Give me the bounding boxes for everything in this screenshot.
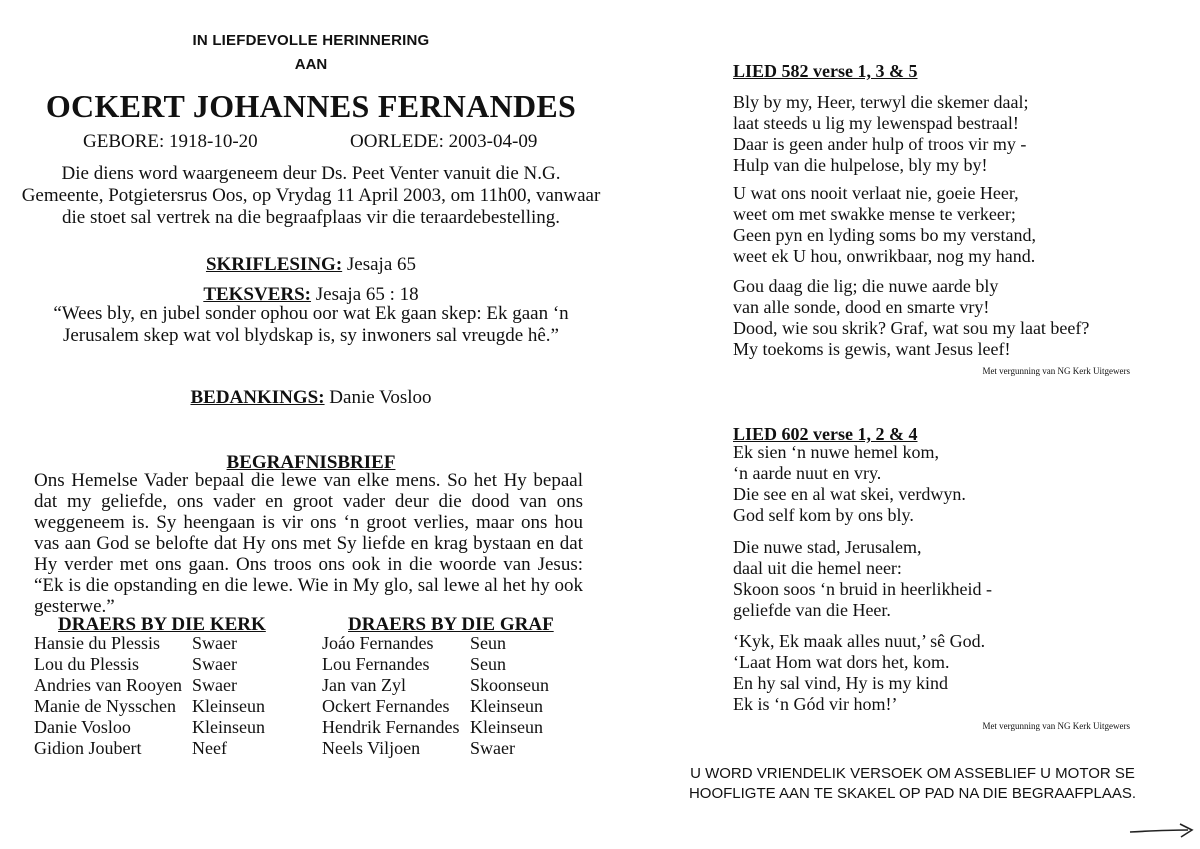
teksvers-value: Jesaja 65 : 18 — [315, 284, 419, 305]
bearer-relation: Seun — [470, 654, 506, 674]
list-item — [322, 654, 562, 675]
bearer-name: Hendrik Fernandes — [322, 717, 460, 737]
teksvers-quote: “Wees bly, en jubel sonder ophou oor wat Ek gaan skep: Ek gaan ‘n Jerusalem skep wat vol blydskap is, sy inwoners sal vreugde hê.” — [53, 303, 569, 346]
bearer-name: Hansie du Plessis — [34, 633, 160, 653]
lyric-line: Skoon soos ‘n bruid in heerlikheid - — [733, 579, 992, 599]
lyric-line: laat steeds u lig my lewenspad bestraal! — [733, 113, 1019, 133]
lyric-line: Die see en al wat skei, verdwyn. — [733, 484, 966, 504]
lyric-line: En hy sal vind, Hy is my kind — [733, 673, 948, 693]
bedankings-label: BEDANKINGS: — [190, 387, 325, 408]
hymn-582-stanza-3 — [733, 276, 1089, 360]
lyric-line: Dood, wie sou skrik? Graf, wat sou my laat beef? — [733, 318, 1090, 338]
pretitle-line1: IN LIEFDEVOLLE HERINNERING — [192, 32, 430, 49]
bearer-name: Andries van Rooyen — [34, 675, 182, 695]
bearer-relation: Kleinseun — [192, 717, 265, 737]
lyric-line: weet ek U hou, onwrikbaar, nog my hand. — [733, 246, 1036, 266]
draers-kerk-list — [34, 633, 284, 759]
hymn-602-stanza-1 — [733, 442, 966, 526]
lyric-line: Ek is ‘n Gód vir hom!’ — [733, 694, 898, 714]
lyric-line: Gou daag die lig; die nuwe aarde bly — [733, 276, 999, 296]
bearer-name: Manie de Nysschen — [34, 696, 176, 716]
lyric-line: geliefde van die Heer. — [733, 600, 891, 620]
bearer-relation: Seun — [470, 633, 506, 653]
list-item — [322, 675, 562, 696]
bearer-name: Neels Viljoen — [322, 738, 421, 758]
list-item — [322, 738, 562, 759]
arrow-right-icon — [1128, 819, 1198, 843]
lyric-line: Die nuwe stad, Jerusalem, — [733, 537, 922, 557]
begrafnisbrief-text: Ons Hemelse Vader bepaal die lewe van elke mens. So het Hy bepaal dat my geliefde, ons vader en groot vader deur die dood van ons weggeneem is. Sy heengaan is vir ons ‘n groot verlies, maar ons hou vas aan God se belofte dat Hy ons met Sy liefde en krag bystaan en dat Hy verder met ons gaan. Ons troos ons ook in die woorde van Jesus: “Ek is die opstanding en die lewe. Wie in My glo, sal lewe al het hy ook gesterwe.” — [34, 470, 583, 617]
bearer-relation: Kleinseun — [470, 696, 543, 716]
bearer-name: Joáo Fernandes — [322, 633, 434, 653]
lyric-line: God self kom by ons bly. — [733, 505, 914, 525]
bearer-relation: Swaer — [192, 633, 237, 653]
list-item — [34, 738, 284, 759]
lyric-line: van alle sonde, dood en smarte vry! — [733, 297, 990, 317]
bearer-name: Ockert Fernandes — [322, 696, 450, 716]
list-item — [322, 696, 562, 717]
skriflesing-line — [0, 254, 622, 276]
lyric-line: U wat ons nooit verlaat nie, goeie Heer, — [733, 183, 1019, 203]
lyric-line: ‘Laat Hom wat dors het, kom. — [733, 652, 950, 672]
list-item — [322, 717, 562, 738]
bearer-relation: Neef — [192, 738, 227, 758]
lyric-line: ‘Kyk, Ek maak alles nuut,’ sê God. — [733, 631, 986, 651]
hymn-602-stanza-2 — [733, 537, 992, 621]
draers-graf-list — [322, 633, 562, 759]
lyric-line: ‘n aarde nuut en vry. — [733, 463, 882, 483]
notice-line: U WORD VRIENDELIK VERSOEK OM ASSEBLIEF U MOTOR SE — [690, 765, 1135, 782]
bearer-relation: Swaer — [192, 654, 237, 674]
list-item — [34, 675, 284, 696]
list-item — [322, 633, 562, 654]
lyric-line: Ek sien ‘n nuwe hemel kom, — [733, 442, 939, 462]
deceased-name: OCKERT JOHANNES FERNANDES — [45, 88, 577, 124]
bearer-relation: Skoonseun — [470, 675, 550, 695]
lyric-line: Geen pyn en lyding soms bo my verstand, — [733, 225, 1036, 245]
bearer-relation: Swaer — [192, 675, 237, 695]
bedankings-line — [0, 387, 622, 409]
bearer-relation: Swaer — [470, 738, 515, 758]
pretitle-line2: AAN — [294, 56, 328, 73]
bearer-name: Jan van Zyl — [322, 675, 406, 695]
list-item — [34, 696, 284, 717]
skriflesing-label: SKRIFLESING: — [205, 254, 343, 275]
bedankings-value: Danie Vosloo — [329, 387, 432, 408]
lyric-line: Daar is geen ander hulp of troos vir my - — [733, 134, 1027, 154]
begrafnisbrief-title: BEGRAFNISBRIEF — [226, 452, 396, 473]
lyric-line: Hulp van die hulpelose, bly my by! — [733, 155, 988, 175]
lyric-line: weet om met swakke mense te verkeer; — [733, 204, 1016, 224]
lyric-line: Bly by my, Heer, terwyl die skemer daal; — [733, 92, 1029, 112]
draers-graf-title: DRAERS BY DIE GRAF — [348, 614, 554, 635]
bearer-name: Gidion Joubert — [34, 738, 142, 758]
birth-date: GEBORE: 1918-10-20 — [83, 131, 258, 152]
lyric-line: My toekoms is gewis, want Jesus leef! — [733, 339, 1011, 359]
headlights-notice — [640, 764, 1185, 804]
lyric-line: daal uit die hemel neer: — [733, 558, 902, 578]
bearer-relation: Kleinseun — [192, 696, 265, 716]
bearer-name: Danie Vosloo — [34, 717, 131, 737]
hymn-582-credit: Met vergunning van NG Kerk Uitgewers — [982, 366, 1130, 376]
teksvers-label: TEKSVERS: — [203, 284, 312, 305]
service-details: Die diens word waargeneem deur Ds. Peet Venter vanuit die N.G. Gemeente, Potgietersrus Oos, op Vrydag 11 April 2003, om 11h00, vanwaar die stoet sal vertrek na die begraafplaas vir die teraardebestelling. — [21, 163, 601, 228]
hymn-582-stanza-2 — [733, 183, 1036, 267]
bearer-relation: Kleinseun — [470, 717, 543, 737]
list-item — [34, 654, 284, 675]
notice-line: HOOFLIGTE AAN TE SKAKEL OP PAD NA DIE BEGRAAFPLAAS. — [688, 785, 1137, 802]
hymn-602-credit: Met vergunning van NG Kerk Uitgewers — [982, 721, 1130, 731]
draers-kerk-title: DRAERS BY DIE KERK — [58, 614, 266, 635]
hymn-582-title: LIED 582 verse 1, 3 & 5 — [733, 61, 918, 81]
bearer-name: Lou du Plessis — [34, 654, 140, 674]
list-item — [34, 717, 284, 738]
skriflesing-value: Jesaja 65 — [346, 254, 417, 275]
hymn-582-stanza-1 — [733, 92, 1029, 176]
death-date: OORLEDE: 2003-04-09 — [350, 131, 538, 152]
bearer-name: Lou Fernandes — [322, 654, 430, 674]
list-item — [34, 633, 284, 654]
hymn-602-stanza-3 — [733, 631, 985, 715]
hymn-602-title: LIED 602 verse 1, 2 & 4 — [733, 424, 918, 444]
